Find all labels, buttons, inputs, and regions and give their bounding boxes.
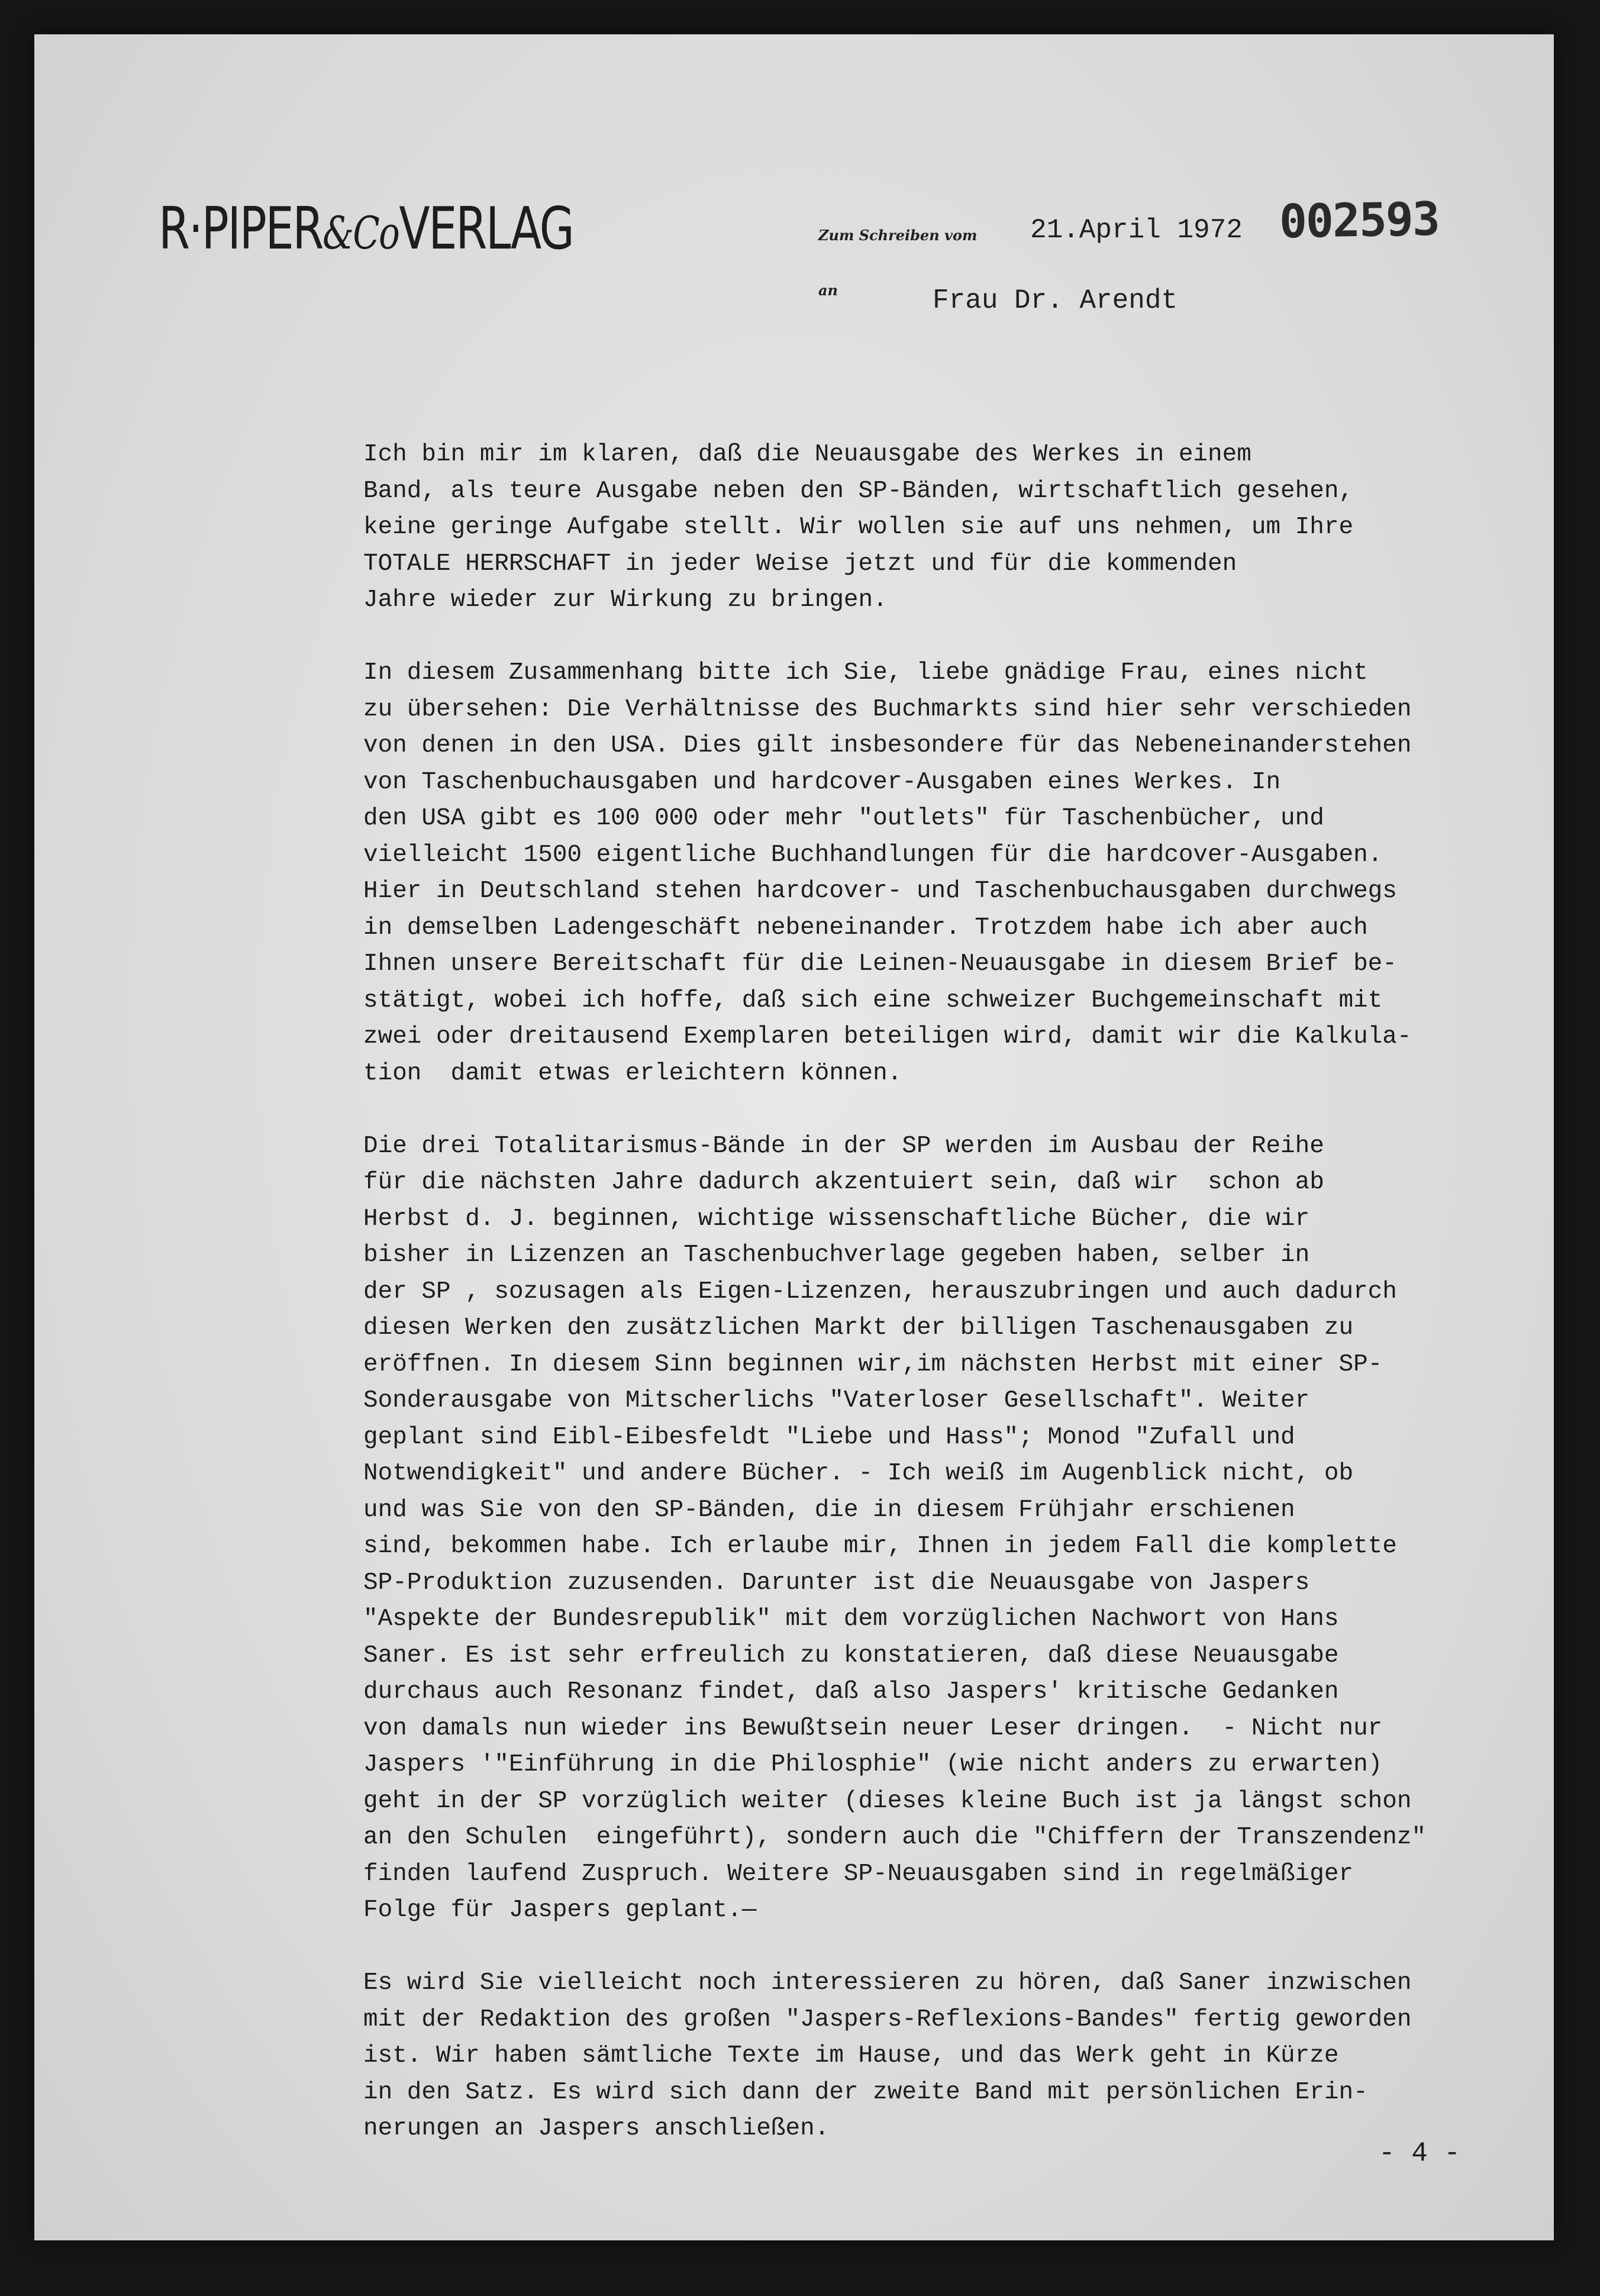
text-line: geplant sind Eibl-Eibesfeldt "Liebe und Hass"; Monod "Zufall und (363, 1423, 1295, 1451)
text-line: Hier in Deutschland stehen hardcover- und Taschenbuchausgaben durchwegs (363, 878, 1397, 905)
letter-date: 21.April 1972 (1030, 215, 1243, 246)
text-line: stätigt, wobei ich hoffe, daß sich eine schweizer Buchgemeinschaft mit (363, 986, 1383, 1014)
paragraph-3 (363, 1128, 1541, 1929)
text-line: zwei oder dreitausend Exemplaren beteiligen wird, damit wir die Kalkula- (363, 1023, 1412, 1050)
paragraph-1 (363, 437, 1541, 619)
text-line: sind, bekommen habe. Ich erlaube mir, Ihnen in jedem Fall die komplette (363, 1533, 1397, 1560)
text-line: den USA gibt es 100 000 oder mehr "outlets" für Taschenbücher, und (363, 805, 1324, 832)
text-line: ist. Wir haben sämtliche Texte im Hause, und das Werk geht in Kürze (363, 2042, 1339, 2069)
text-line: Jaspers '"Einführung in die Philosphie" (wie nicht anders zu erwarten) (363, 1751, 1383, 1778)
text-line: Jahre wieder zur Wirkung zu bringen. (363, 586, 888, 614)
text-line: keine geringe Aufgabe stellt. Wir wollen sie auf uns nehmen, um Ihre (363, 514, 1354, 541)
text-line: vielleicht 1500 eigentliche Buchhandlungen für die hardcover-Ausgaben. (363, 841, 1383, 869)
text-line: TOTALE HERRSCHAFT in jeder Weise jetzt und für die kommenden (363, 550, 1237, 578)
text-line: bisher in Lizenzen an Taschenbuchverlage gegeben haben, selber in (363, 1241, 1310, 1269)
text-line: zu übersehen: Die Verhältnisse des Buchmarkts sind hier sehr verschieden (363, 695, 1412, 723)
text-line: finden laufend Zuspruch. Weitere SP-Neuausgaben sind in regelmäßiger (363, 1860, 1354, 1888)
logo-company: R·PIPER (159, 195, 323, 263)
paragraph-4 (363, 1965, 1541, 2147)
text-line: von damals nun wieder ins Bewußtsein neuer Leser dringen. - Nicht nur (363, 1714, 1383, 1742)
text-line: In diesem Zusammenhang bitte ich Sie, liebe gnädige Frau, eines nicht (363, 659, 1368, 686)
text-line: und was Sie von den SP-Bänden, die in diesem Frühjahr erschienen (363, 1496, 1295, 1524)
text-line: Sonderausgabe von Mitscherlichs "Vaterloser Gesellschaft". Weiter (363, 1387, 1310, 1414)
text-line: in demselben Ladengeschäft nebeneinander. Trotzdem habe ich aber auch (363, 914, 1368, 941)
text-line: von denen in den USA. Dies gilt insbesondere für das Nebeneinanderstehen (363, 732, 1412, 759)
text-line: mit der Redaktion des großen "Jaspers-Reflexions-Bandes" fertig geworden (363, 2005, 1412, 2033)
text-line: an den Schulen eingeführt), sondern auch die "Chiffern der Transzendenz" (363, 1824, 1427, 1851)
text-line: Saner. Es ist sehr erfreulich zu konstatieren, daß diese Neuausgabe (363, 1642, 1339, 1669)
paragraph-2 (363, 655, 1541, 1092)
text-line: Herbst d. J. beginnen, wichtige wissenschaftliche Bücher, die wir (363, 1205, 1310, 1233)
page-number: - 4 - (1379, 2138, 1461, 2169)
reference-label: Zum Schreiben vom (818, 227, 978, 244)
text-line: nerungen an Jaspers anschließen. (363, 2115, 830, 2142)
recipient-label: an (818, 282, 838, 299)
text-line: geht in der SP vorzüglich weiter (dieses kleine Buch ist ja längst schon (363, 1787, 1412, 1815)
text-line: der SP , sozusagen als Eigen-Lizenzen, herauszubringen und auch dadurch (363, 1278, 1397, 1305)
text-line: von Taschenbuchausgaben und hardcover-Ausgaben eines Werkes. In (363, 768, 1281, 796)
text-line: Ihnen unsere Bereitschaft für die Leinen-Neuausgabe in diesem Brief be- (363, 950, 1397, 978)
text-line: durchaus auch Resonanz findet, daß also Jaspers' kritische Gedanken (363, 1678, 1339, 1705)
letterhead-logo (159, 195, 573, 263)
text-line: in den Satz. Es wird sich dann der zweite Band mit persönlichen Erin- (363, 2078, 1368, 2106)
letter-page (34, 34, 1554, 2240)
text-line: Die drei Totalitarismus-Bände in der SP werden im Ausbau der Reihe (363, 1132, 1324, 1160)
text-line: Es wird Sie vielleicht noch interessieren zu hören, daß Saner inzwischen (363, 1969, 1412, 1997)
recipient-name: Frau Dr. Arendt (933, 285, 1178, 316)
text-line: Ich bin mir im klaren, daß die Neuausgabe des Werkes in einem (363, 441, 1251, 468)
text-line: eröffnen. In diesem Sinn beginnen wir,im nächsten Herbst mit einer SP- (363, 1350, 1383, 1378)
logo-suffix: VERLAG (399, 195, 573, 263)
text-line: Band, als teure Ausgabe neben den SP-Bänden, wirtschaftlich gesehen, (363, 477, 1354, 505)
text-line: "Aspekte der Bundesrepublik" mit dem vorzüglichen Nachwort von Hans (363, 1605, 1339, 1633)
text-line: Notwendigkeit" und andere Bücher. - Ich weiß im Augenblick nicht, ob (363, 1460, 1354, 1487)
text-line: für die nächsten Jahre dadurch akzentuiert sein, daß wir schon ab (363, 1169, 1324, 1196)
text-line: SP-Produktion zuzusenden. Darunter ist die Neuausgabe von Jaspers (363, 1569, 1310, 1597)
archive-stamp-number: 002593 (1279, 192, 1440, 249)
logo-ampersand: &Co (322, 207, 399, 259)
text-line: diesen Werken den zusätzlichen Markt der billigen Taschenausgaben zu (363, 1314, 1354, 1342)
text-line: tion damit etwas erleichtern können. (363, 1059, 902, 1087)
letter-body (363, 437, 1541, 2184)
text-line: Folge für Jaspers geplant.— (363, 1897, 757, 1924)
